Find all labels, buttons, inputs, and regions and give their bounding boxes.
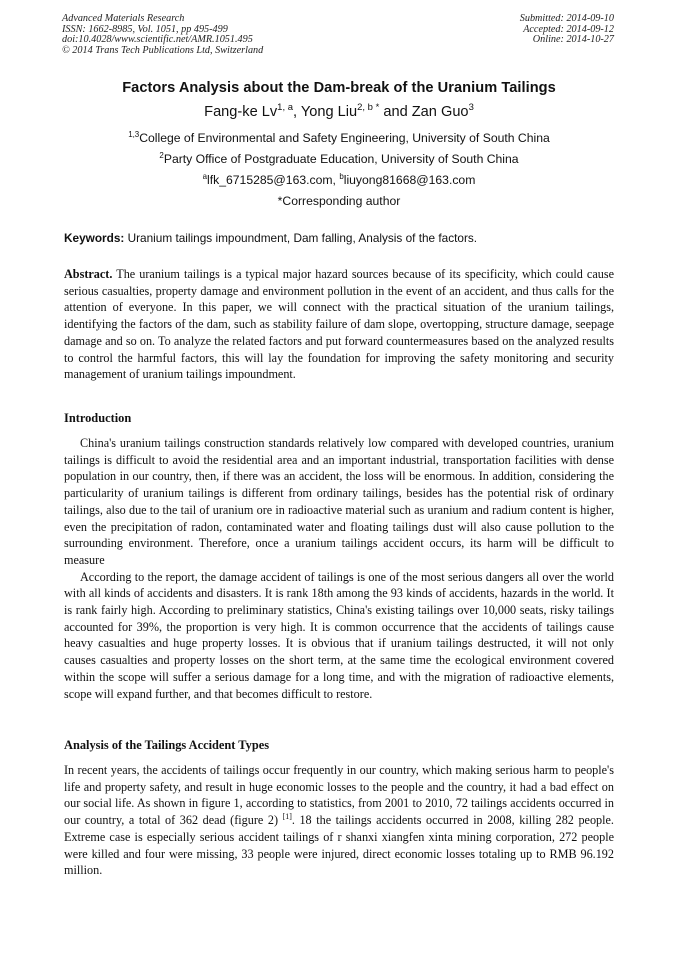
affiliation-marker: 2 [159, 150, 164, 160]
author-name: Yong Liu [300, 104, 358, 120]
affiliation-text: College of Environmental and Safety Engineering, University of South China [139, 131, 550, 145]
author-name: Fang-ke Lv [204, 104, 278, 120]
abstract-label: Abstract. [64, 267, 113, 281]
online-date: Online: 2014-10-27 [532, 34, 614, 46]
author-affiliation-marker: 3 [468, 102, 474, 114]
author-separator: , [293, 104, 301, 120]
introduction-paragraph: According to the report, the damage accident of tailings is one of the most serious dangers all over the world with all kinds of accidents and disasters. It is rank 18th among the 93 kinds of accidents, hazards in the world. It is rank fairly high. According to preliminary statistics, China's existing tailings over 10,000 seats, risky tailings accounted for 39%, the proportion is very high. It is common occurrence that the accidents of tailings cause heavy casualties and huge property losses. It is obvious that if uranium tailings destructed, it will not only causes casualties and property losses on the short term, at the same time the ecological environment covered within the scope will suffer a serious damage for a long time, and with the migration of radioactive elements, scope will expand further, and that becomes difficult to restore. [64, 569, 614, 701]
introduction-paragraph: China's uranium tailings construction standards relatively low compared with developed countries, uranium tailings is difficult to avoid the residential area and an important industrial, transportation facilities with dense population in our country, then, if there was an accident, the loss will be enormous. In addition, considering the particularity of uranium tailings is different from ordinary tailings, besides has the potential risk of ordinary tailings, also due to the tail of uranium ore in radioactive material such as uranium and radium content is higher, even the precipitation of radon, contaminated water and floating tailings dust will also cause pollution to the surrounding environment. Therefore, once a uranium tailings accident occurs, its harm will be difficult to measure [64, 436, 614, 567]
doi-line: doi:10.4028/www.scientific.net/AMR.1051.495 [62, 34, 253, 46]
introduction-body [64, 435, 614, 702]
email-marker: b [339, 171, 344, 181]
accepted-date: Accepted: 2014-09-12 [523, 23, 614, 35]
journal-info [62, 14, 263, 56]
affiliation-marker: 1,3 [128, 129, 140, 139]
citation-reference[interactable]: [1] [282, 812, 292, 822]
abstract-text: The uranium tailings is a typical major hazard sources because of its specificity, which could cause serious casualties, property damage and environment pollution in the event of an accident, and thus calls for the attention of everyone. In this paper, we will connect with the practical situation of the uranium tailings, identifying the factors of the dam, such as stability failure of dam slope, overtopping, structure damage, seepage damage and so on. To analyze the related factors and put forward countermeasures based on the analyzed results to control the harmful factors, this will lay the foundation for improving the safety monitoring and security management of uranium tailings impoundment. [64, 267, 614, 382]
email-address: liuyong81668@163.com [343, 173, 476, 187]
paper-title: Factors Analysis about the Dam-break of the Uranium Tailings [122, 80, 556, 96]
copyright-line: © 2014 Trans Tech Publications Ltd, Switzerland [62, 44, 264, 56]
author-emails [0, 173, 678, 187]
keywords-label: Keywords: [64, 231, 125, 245]
author-affiliation-marker: 2, b * [357, 102, 380, 114]
publication-dates [520, 14, 614, 46]
analysis-paragraph [64, 762, 614, 879]
journal-name: Advanced Materials Research [62, 13, 185, 24]
section-heading-analysis: Analysis of the Tailings Accident Types [64, 738, 270, 752]
section-heading-introduction: Introduction [64, 411, 132, 425]
issn-line: ISSN: 1662-8985, Vol. 1051, pp 495-499 [62, 23, 228, 35]
email-address: lfk_6715285@163.com, [207, 173, 340, 187]
affiliation-text: Party Office of Postgraduate Education, University of South China [163, 152, 519, 166]
analysis-text: . 18 the tailings accidents occurred in 2008, killing 282 people. Extreme case is especially serious accident tailings of r shanxi xiangfen xinta mining corporation, 272 people were killed and four were missing, 33 people were injured, direct economic losses totaling up to RMB 96.192 million. [64, 813, 614, 878]
author-name: Zan Guo [411, 104, 469, 120]
affiliation-line [0, 131, 678, 145]
author-separator: and [379, 104, 412, 120]
corresponding-author-note: *Corresponding author [277, 194, 401, 208]
submitted-date: Submitted: 2014-09-10 [519, 13, 614, 24]
analysis-text: In recent years, the accidents of tailings occur frequently in our country, which making serious harm to people's life and property safety, and result in huge economic losses to the people and the country, it had a bad effect on our social life. As shown in figure 1, according to statistics, from 2001 to 2010, 72 tailings accidents occurred in our country, a total of 362 dead (figure 2) [64, 763, 614, 828]
abstract-paragraph [64, 266, 614, 383]
analysis-body [64, 762, 614, 879]
author-list [0, 104, 678, 120]
email-marker: a [202, 171, 208, 181]
affiliation-line [0, 152, 678, 166]
keywords-text: Uranium tailings impoundment, Dam falling, Analysis of the factors. [124, 231, 478, 245]
author-affiliation-marker: 1, a [277, 102, 293, 114]
keywords-line [64, 231, 477, 245]
